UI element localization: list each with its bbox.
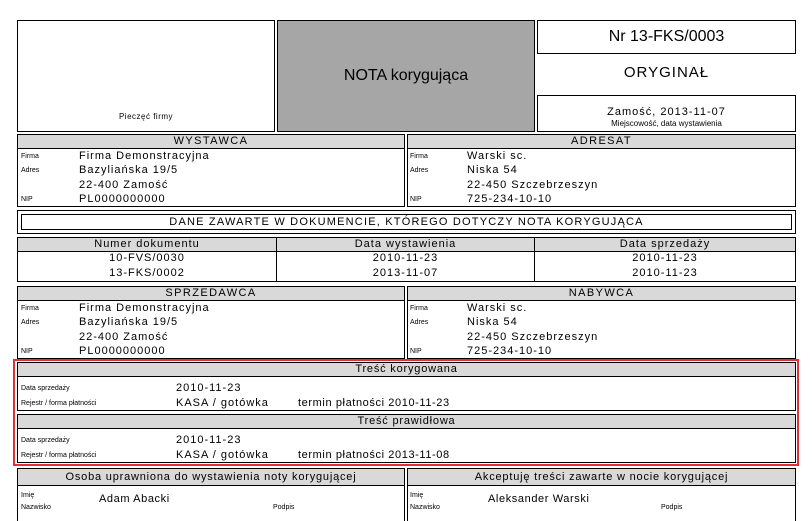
- place-date-label: Miejscowość, data wystawienia: [611, 119, 722, 128]
- addressee-firma: Warski sc.: [467, 150, 528, 162]
- issuer-nazwisko-label: Nazwisko: [21, 504, 51, 511]
- corrected-register-label: Rejestr / forma płatności: [21, 400, 97, 407]
- seller-address-line2: 22-400 Zamość: [79, 331, 169, 343]
- buyer-adres-label: Adres: [410, 319, 429, 326]
- addressee-nip-label: NIP: [410, 196, 422, 203]
- column-header-document-number: Numer dokumentu: [94, 238, 200, 250]
- place-date: Zamość, 2013-11-07: [607, 106, 726, 118]
- seal-box: [17, 20, 275, 132]
- issuer-imie-label: Imię: [21, 492, 35, 499]
- correct-content-section: [17, 414, 796, 463]
- place-date-box: [537, 95, 796, 132]
- addressee-nip: 725-234-10-10: [467, 193, 553, 205]
- correct-title: Treść prawidłowa: [18, 415, 795, 429]
- issuer-signature-panel: [17, 468, 405, 521]
- table-cell: 13-FKS/0002: [109, 267, 185, 279]
- issuer-title: WYSTAWCA: [18, 135, 404, 149]
- correct-payment-term: termin płatności 2013-11-08: [298, 449, 450, 461]
- column-header-issue-date: Data wystawienia: [354, 238, 457, 250]
- seller-adres-label: Adres: [21, 319, 40, 326]
- seller-panel: [17, 286, 405, 359]
- buyer-firma: Warski sc.: [467, 302, 528, 314]
- table-cell: 2010-11-23: [632, 267, 698, 279]
- addressee-firma-label: Firma: [410, 153, 428, 160]
- addressee-panel: [407, 134, 796, 207]
- seller-address-line1: Bazyliańska 19/5: [79, 316, 179, 328]
- acceptance-imie-label: Imię: [410, 492, 424, 499]
- reference-banner-frame: [17, 210, 796, 234]
- correct-register-label: Rejestr / forma płatności: [21, 452, 97, 459]
- buyer-address-line2: 22-450 Szczebrzeszyn: [467, 331, 599, 343]
- table-cell: 10-FVS/0030: [109, 252, 185, 264]
- acceptance-signature-panel: [407, 468, 796, 521]
- addressee-address-line2: 22-450 Szczebrzeszyn: [467, 179, 599, 191]
- addressee-address-line1: Niska 54: [467, 164, 518, 176]
- issuer-address-line1: Bazyliańska 19/5: [79, 164, 179, 176]
- issuer-podpis-label: Podpis: [273, 504, 295, 511]
- buyer-firma-label: Firma: [410, 305, 428, 312]
- issuer-firma-label: Firma: [21, 153, 39, 160]
- document-number: Nr 13-FKS/0003: [608, 28, 725, 45]
- correct-register: KASA / gotówka: [176, 449, 269, 461]
- addressee-title: ADRESAT: [408, 135, 795, 149]
- column-header-sale-date: Data sprzedaży: [619, 238, 711, 250]
- corrected-content-section: [17, 362, 796, 411]
- buyer-title: NABYWCA: [408, 287, 795, 301]
- corrected-sale-date: 2010-11-23: [176, 382, 242, 394]
- buyer-nip-label: NIP: [410, 348, 422, 355]
- acceptance-nazwisko-label: Nazwisko: [410, 504, 440, 511]
- corrected-sale-date-label: Data sprzedaży: [21, 385, 70, 392]
- document-type-title: NOTA korygująca: [343, 67, 469, 84]
- seller-title: SPRZEDAWCA: [18, 287, 404, 301]
- document-type-box: [277, 20, 535, 132]
- seller-firma: Firma Demonstracyjna: [79, 302, 210, 314]
- seller-nip-label: NIP: [21, 348, 33, 355]
- issuer-signature-title: Osoba uprawniona do wystawienia noty korygującej: [18, 469, 404, 486]
- corrected-register: KASA / gotówka: [176, 397, 269, 409]
- table-cell: 2013-11-07: [372, 267, 439, 279]
- copy-type: ORYGINAŁ: [623, 64, 710, 81]
- table-cell: 2010-11-23: [372, 252, 439, 264]
- buyer-panel: [407, 286, 796, 359]
- corrected-payment-term: termin płatności 2010-11-23: [298, 397, 450, 409]
- acceptance-signer-name: Aleksander Warski: [488, 493, 590, 505]
- acceptance-signature-title: Akceptuję treści zawarte w nocie korygującej: [408, 469, 795, 486]
- table-cell: 2010-11-23: [632, 252, 698, 264]
- reference-banner: DANE ZAWARTE W DOKUMENCIE, KTÓREGO DOTYCZY NOTA KORYGUJĄCA: [21, 214, 792, 230]
- document-number-box: [537, 20, 796, 54]
- seller-firma-label: Firma: [21, 305, 39, 312]
- reference-table: [17, 237, 796, 282]
- seal-label: Pieczęć firmy: [118, 112, 174, 121]
- correct-sale-date: 2010-11-23: [176, 434, 242, 446]
- acceptance-podpis-label: Podpis: [661, 504, 683, 511]
- addressee-adres-label: Adres: [410, 167, 429, 174]
- corrected-title: Treść korygowana: [18, 363, 795, 377]
- seller-nip: PL0000000000: [79, 345, 166, 357]
- issuer-signer-name: Adam Abacki: [99, 493, 170, 505]
- buyer-nip: 725-234-10-10: [467, 345, 553, 357]
- issuer-panel: [17, 134, 405, 207]
- issuer-nip: PL0000000000: [79, 193, 166, 205]
- buyer-address-line1: Niska 54: [467, 316, 518, 328]
- issuer-address-line2: 22-400 Zamość: [79, 179, 169, 191]
- issuer-adres-label: Adres: [21, 167, 40, 174]
- issuer-nip-label: NIP: [21, 196, 33, 203]
- issuer-firma: Firma Demonstracyjna: [79, 150, 210, 162]
- correct-sale-date-label: Data sprzedaży: [21, 437, 70, 444]
